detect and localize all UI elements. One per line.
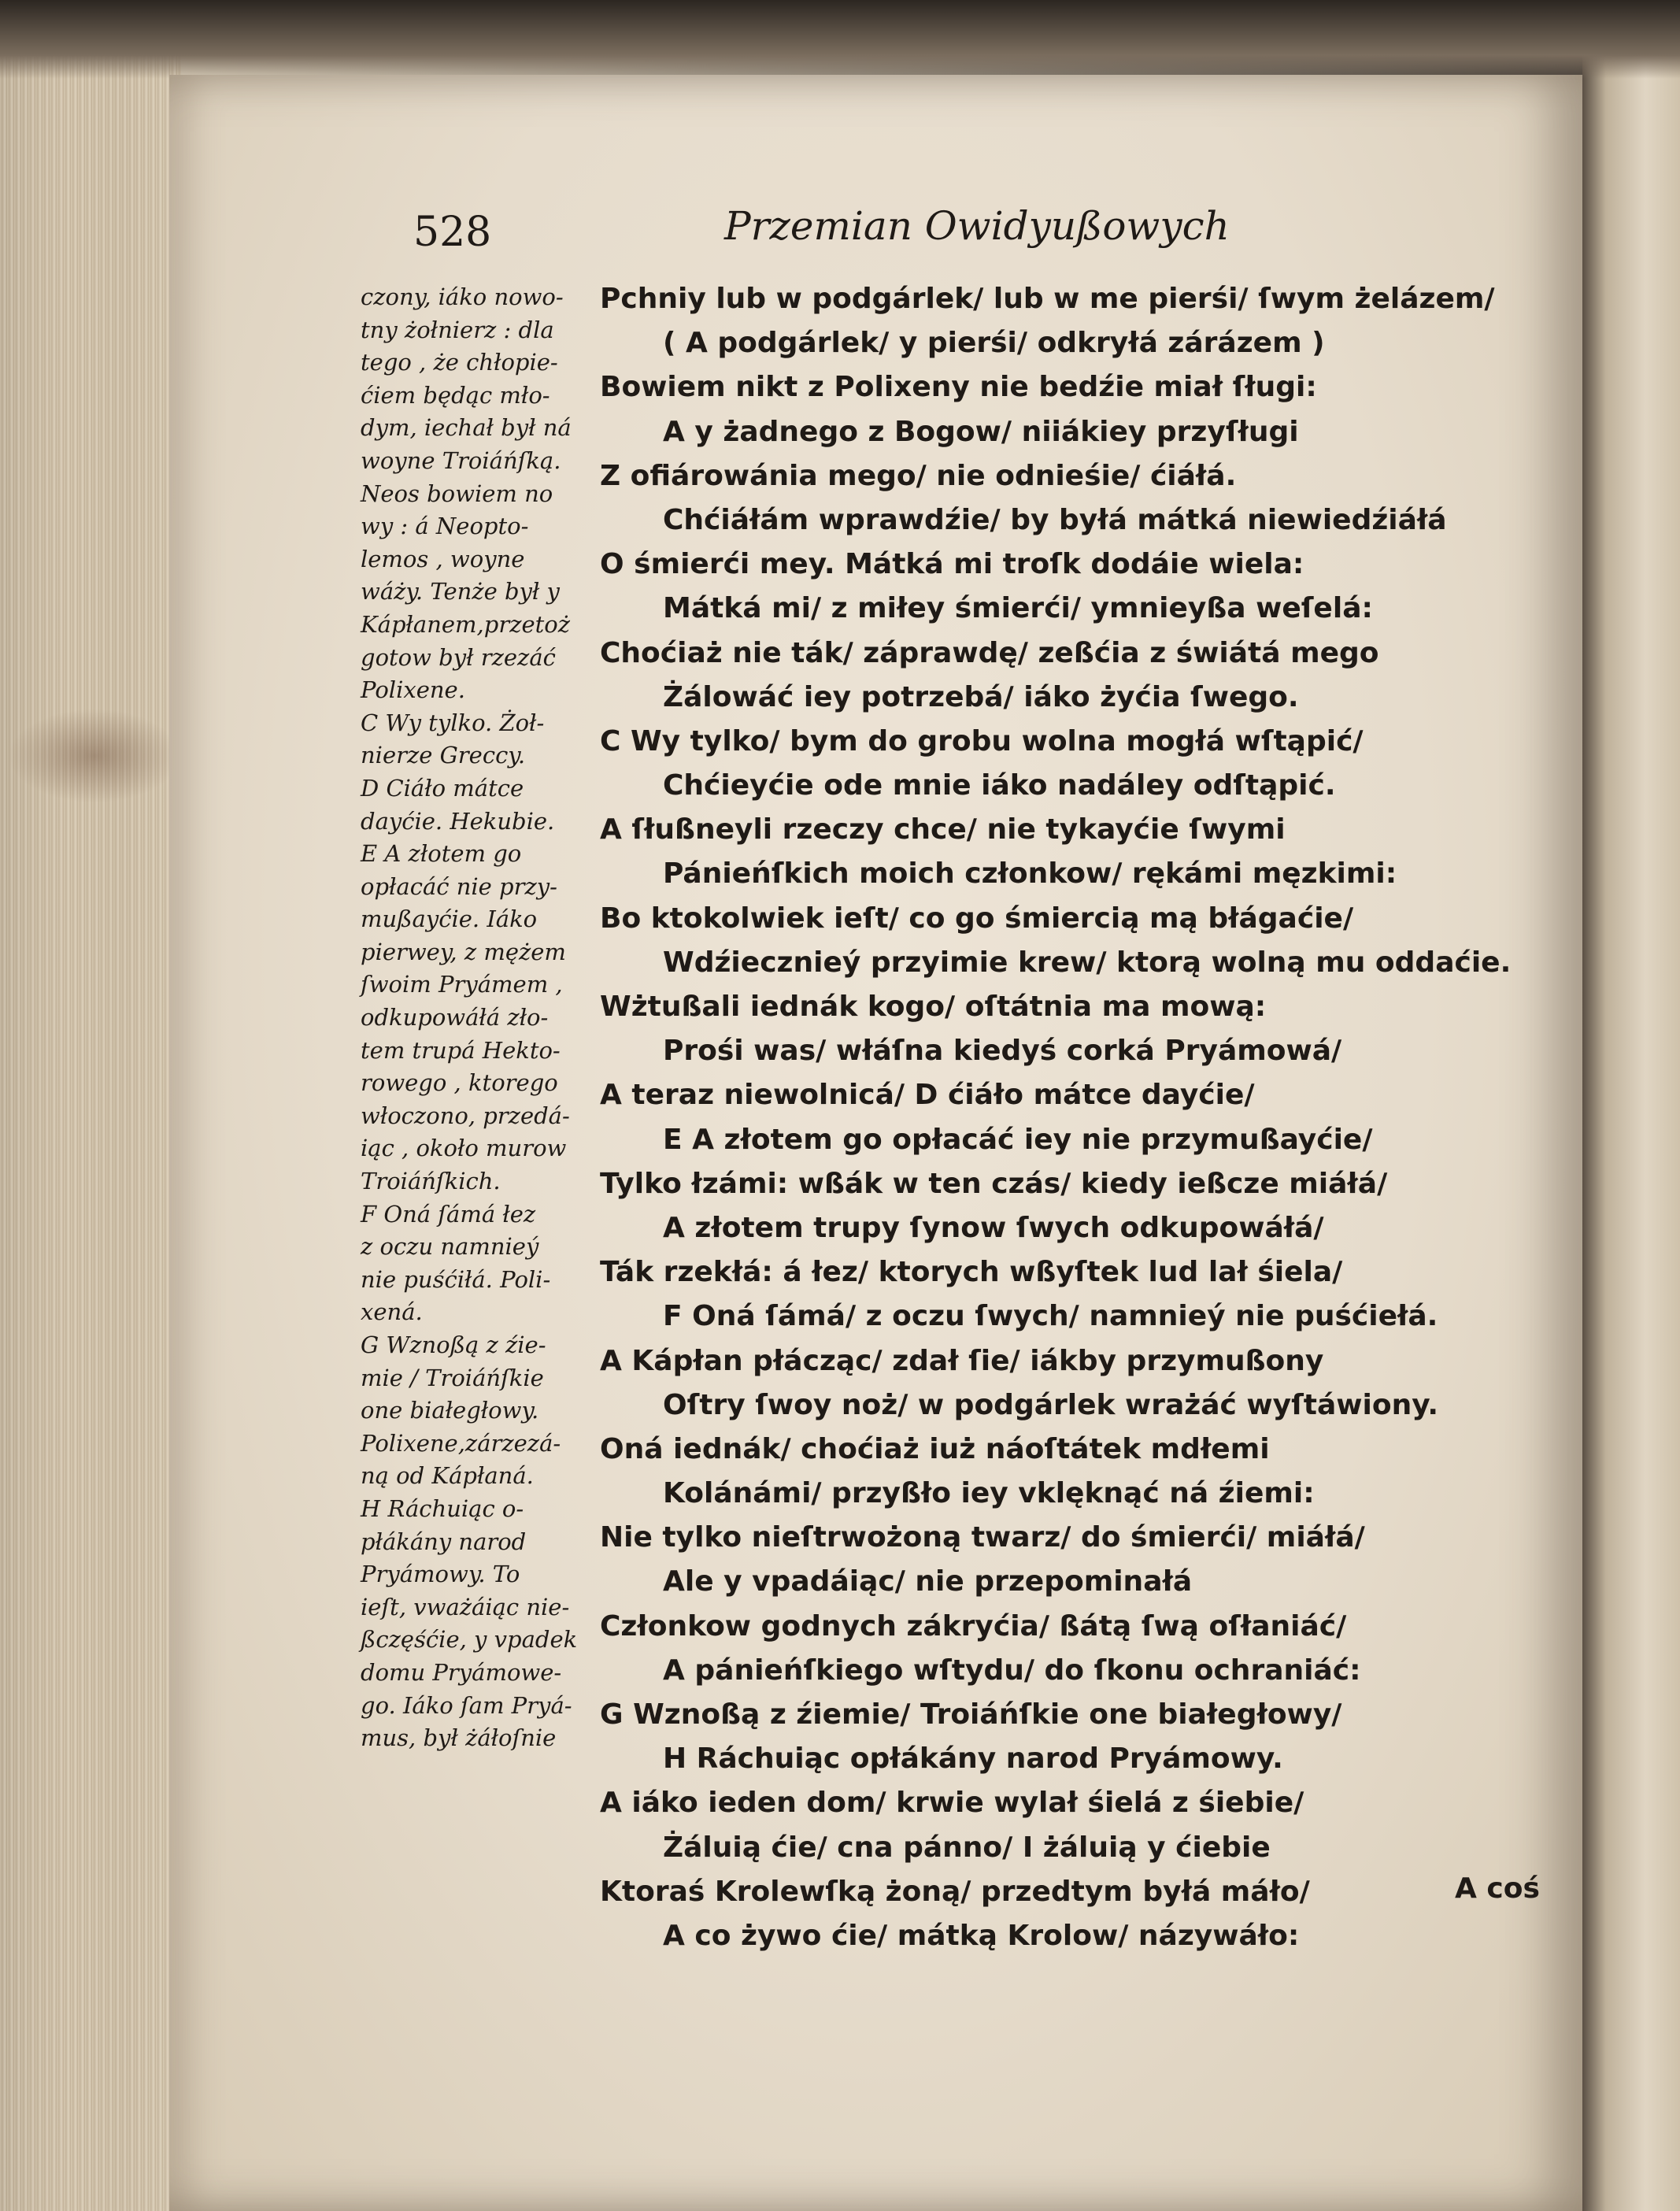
- marginal-note-line: pierwey, z mężem: [361, 938, 566, 965]
- verse-line: G Wznoßą z źiemie/ Troiáńſkie one białegłowy/: [600, 1698, 1342, 1731]
- marginal-note-line: wáży. Tenże był y: [361, 578, 560, 606]
- verse-line: A y żadnego z Bogow/ niiákiey przyſługi: [663, 415, 1299, 448]
- marginal-note-line: dym, iechał był ná: [361, 414, 572, 442]
- verse-line: Z ofiárowánia mego/ nie odnieśie/ ćiáłá.: [600, 459, 1237, 492]
- marginal-note-line: Polixene.: [361, 676, 465, 704]
- marginal-note-line: H Ráchuiąc o-: [361, 1494, 524, 1522]
- marginal-note-line: Neos bowiem no: [361, 480, 553, 507]
- verse-line: Prośi was/ włáſna kiedyś corká Pryámowá/: [663, 1035, 1342, 1068]
- marginal-note-line: odkupowáłá zło-: [361, 1004, 549, 1031]
- marginal-note-line: Troiáńſkich.: [361, 1168, 501, 1195]
- marginal-note-line: gotow był rzezáć: [361, 643, 556, 671]
- verse-line: Oſtry ſwoy noż/ w podgárlek wrażáć wyſtáwiony.: [663, 1388, 1439, 1421]
- verse-line: A złotem trupy ſynow ſwych odkupowáłá/: [663, 1211, 1324, 1244]
- marginal-note-line: mus, był żáłoſnie: [361, 1724, 557, 1752]
- running-head: Przemian Owidyußowych: [724, 203, 1230, 249]
- marginal-note-line: G Wznoßą z źie-: [361, 1331, 546, 1358]
- verse-text: [600, 277, 1560, 1958]
- marginal-note-line: D Ciáło mátce: [361, 774, 524, 802]
- verse-line: A Kápłan płácząc/ zdał ſie/ iákby przymußony: [600, 1344, 1324, 1377]
- marginal-note-line: ćiem będąc mło-: [361, 381, 550, 409]
- marginal-notes: [361, 281, 605, 1755]
- verse-line: Żáluią ćie/ cna pánno/ I żáluią y ćiebie: [663, 1831, 1271, 1864]
- verse-line: F Oná ſámá/ z oczu ſwych/ namnieý nie puśćiełá.: [663, 1300, 1438, 1333]
- marginal-note-line: nierze Greccy.: [361, 742, 526, 769]
- water-stain: [8, 709, 181, 803]
- marginal-note-line: lemos , woyne: [361, 545, 525, 572]
- verse-line: A pánieńſkiego wſtydu/ do ſkonu ochraniáć:: [663, 1654, 1361, 1687]
- verse-line: A teraz niewolnicá/ D ćiáło mátce dayćie/: [600, 1079, 1255, 1112]
- verse-line: Ktoraś Krolewſką żoną/ przedtym byłá máło/: [600, 1875, 1310, 1908]
- verse-line: C Wy tylko/ bym do grobu wolna mogłá wſtąpić/: [600, 724, 1364, 757]
- verse-line: Wżtußali iednák kogo/ oſtátnia ma mową:: [600, 991, 1267, 1023]
- marginal-note-line: domu Pryámowe-: [361, 1658, 562, 1686]
- marginal-note-line: Polixene,zárzezá-: [361, 1429, 561, 1457]
- marginal-note-line: włoczono, przedá-: [361, 1102, 570, 1129]
- verse-line: Pánieńſkich moich członkow/ rękámi męzkimi:: [663, 857, 1397, 891]
- marginal-note-line: tny żołnierz : dla: [361, 316, 554, 343]
- verse-line: A co żywo ćie/ mátką Krolow/ názywáło:: [663, 1919, 1300, 1952]
- marginal-note-line: ieſt, vważáiąc nie-: [361, 1593, 570, 1620]
- verse-line: Chćieyćie ode mnie iáko nadáley odſtąpić.: [663, 769, 1336, 802]
- page-edges: [0, 0, 181, 2211]
- marginal-note-line: tem trupá Hekto-: [361, 1036, 561, 1064]
- marginal-note-line: wy : á Neopto-: [361, 513, 529, 540]
- verse-line: Ale y vpadáiąc/ nie przepominałá: [663, 1565, 1193, 1598]
- verse-line: Kolánámi/ przyßło iey vklęknąć ná źiemi:: [663, 1477, 1315, 1510]
- verse-line: Wdźiecznieý przyimie krew/ ktorą wolną mu oddaćie.: [663, 946, 1512, 979]
- marginal-note-line: woyne Troiáńſką.: [361, 446, 561, 474]
- marginal-note-line: czony, iáko nowo-: [361, 283, 564, 310]
- marginal-note-line: ną od Kápłaná.: [361, 1462, 534, 1490]
- catchword: A coś: [1455, 1872, 1540, 1905]
- marginal-note-line: mußayćie. Iáko: [361, 906, 538, 933]
- verse-line: Pchniy lub w podgárlek/ lub w me pierśi/ ſwym żelázem/: [600, 283, 1495, 315]
- verse-line: A ſłußneyli rzeczy chce/ nie tykayćie ſwymi: [600, 813, 1286, 846]
- verse-line: Bowiem nikt z Polixeny nie bedźie miał ſługi:: [600, 371, 1317, 404]
- verse-line: H Ráchuiąc opłákány narod Pryámowy.: [663, 1743, 1283, 1776]
- facing-page-edge: [1582, 47, 1680, 2211]
- verse-line: E A złotem go opłacáć iey nie przymußayćie/: [663, 1123, 1373, 1156]
- top-shadow: [0, 0, 1680, 79]
- verse-line: Żálowáć iey potrzebá/ iáko żyćia ſwego.: [663, 680, 1299, 713]
- marginal-note-line: tego , że chłopie-: [361, 349, 558, 376]
- marginal-note-line: mie / Troiáńſkie: [361, 1364, 544, 1391]
- marginal-note-line: go. Iáko ſam Pryá-: [361, 1691, 572, 1719]
- marginal-note-line: C Wy tylko. Żoł-: [361, 709, 545, 736]
- verse-line: Tylko łzámi: wßák w ten czás/ kiedy ießcze miáłá/: [600, 1167, 1388, 1200]
- verse-line: Ták rzekłá: á łez/ ktorych wßyſtek lud lał śiela/: [600, 1256, 1343, 1289]
- verse-line: ( A podgárlek/ y pierśi/ odkryłá zárázem ): [663, 327, 1325, 360]
- marginal-note-line: ſwoim Pryámem ,: [361, 971, 563, 998]
- verse-line: Członkow godnych zákryćia/ ßátą ſwą oſłaniáć/: [600, 1609, 1347, 1643]
- page-number: 528: [413, 209, 492, 256]
- verse-line: Oná iednák/ choćiaż iuż náoſtátek mdłemi: [600, 1432, 1270, 1465]
- marginal-note-line: one białegłowy.: [361, 1397, 539, 1424]
- marginal-note-line: płákány narod: [361, 1528, 527, 1555]
- verse-line: A iáko ieden dom/ krwie wylał śielá z śiebie/: [600, 1787, 1304, 1820]
- marginal-note-line: iąc , około murow: [361, 1135, 567, 1162]
- marginal-note-line: Kápłanem,przetoż: [361, 610, 571, 638]
- marginal-note-line: Pryámowy. To: [361, 1561, 520, 1588]
- marginal-note-line: xená.: [361, 1298, 423, 1326]
- verse-line: Choćiaż nie ták/ záprawdę/ zeßćia z świátá mego: [600, 636, 1379, 669]
- verse-line: Chćiáłám wprawdźie/ by byłá mátká niewiedźiáłá: [663, 503, 1447, 536]
- verse-line: Nie tylko nieſtrwożoną twarz/ do śmierći/ miáłá/: [600, 1521, 1365, 1554]
- marginal-note-line: z oczu namnieý: [361, 1233, 539, 1261]
- verse-line: Bo ktokolwiek ieſt/ co go śmiercią mą błágaćie/: [600, 902, 1354, 935]
- marginal-note-line: nie puśćiłá. Poli-: [361, 1265, 551, 1293]
- verse-line: Mátká mi/ z miłey śmierći/ ymnieyßa weſelá:: [663, 592, 1373, 625]
- marginal-note-line: rowego , ktorego: [361, 1069, 558, 1097]
- marginal-note-line: opłacáć nie przy-: [361, 872, 557, 900]
- marginal-note-line: E A złotem go: [361, 840, 522, 868]
- marginal-note-line: ßczęśćie, y vpadek: [361, 1626, 578, 1654]
- verse-line: O śmierći mey. Mátká mi troſk dodáie wiela:: [600, 548, 1304, 581]
- marginal-note-line: dayćie. Hekubie.: [361, 807, 555, 835]
- marginal-note-line: F Oná ſámá łez: [361, 1200, 536, 1228]
